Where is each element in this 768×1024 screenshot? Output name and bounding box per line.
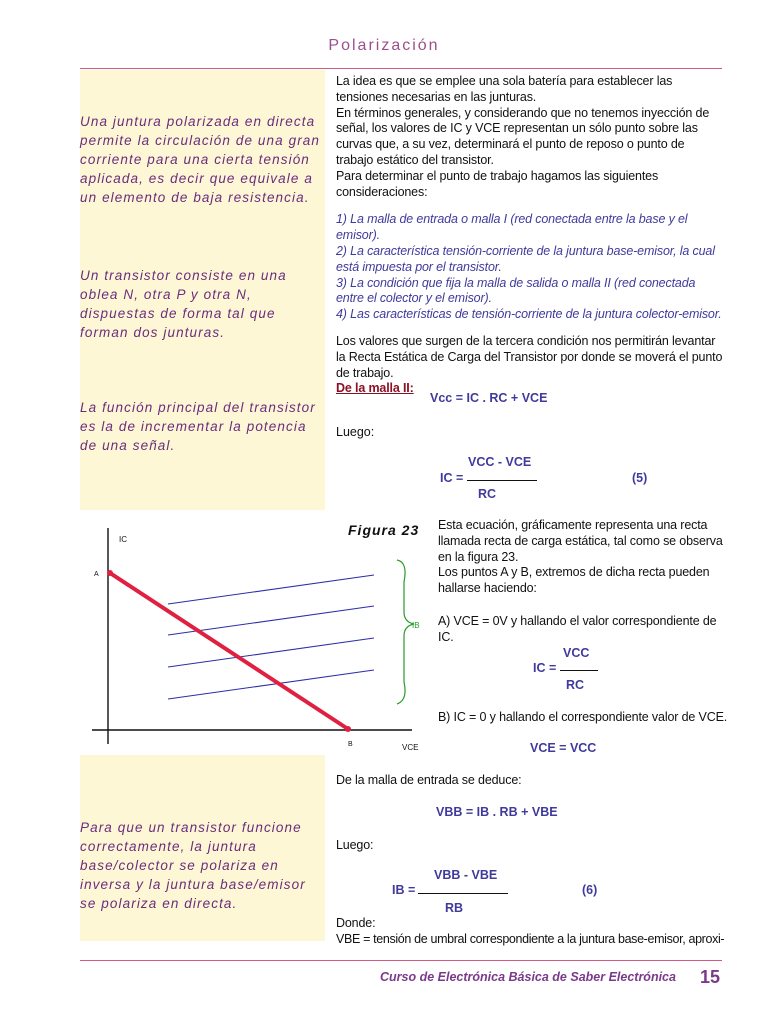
paragraph-recta-carga: Esta ecuación, gráficamente representa una recta llamada recta de carga estática, tal como se observa en la figura 23.	[438, 518, 723, 564]
equation-6-numerator: VBB - VBE	[434, 868, 498, 882]
point-a-label: A	[94, 571, 99, 578]
text-condition-a: A) VCE = 0V y hallando el valor correspondiente de IC.	[438, 614, 717, 644]
point-b-marker	[345, 726, 351, 732]
paragraph-consideraciones: Para determinar el punto de trabajo hagamos las siguientes consideraciones:	[336, 168, 659, 199]
x-axis-label: VCE	[402, 743, 419, 752]
equation-5-denominator: RC	[478, 487, 497, 501]
equation-a-denominator: RC	[566, 678, 585, 692]
sidebar-notes-bottom	[80, 755, 325, 941]
equation-vce-vcc: VCE = VCC	[530, 741, 597, 755]
label-donde: Donde:	[336, 916, 376, 930]
ib-curve-4	[168, 670, 374, 699]
text-condition-b: B) IC = 0 y hallando el correspondiente valor de VCE.	[438, 710, 728, 724]
main-text-figure	[438, 518, 724, 597]
text-malla-entrada: De la malla de entrada se deduce:	[336, 773, 522, 787]
header-rule	[80, 68, 722, 69]
sidebar-notes-top	[80, 70, 325, 510]
equation-5-tag: (5)	[632, 471, 648, 485]
sidebar-note-polarizacion: Para que un transistor funcione correctamente, la juntura base/colector se polariza en inversa y la juntura base/emisor se polariza en directa.	[80, 820, 306, 911]
footer-rule	[80, 960, 722, 961]
text-vbe-definition: VBE = tensión de umbral correspondiente a la juntura base-emisor, aproxi-	[336, 932, 725, 946]
figure-23-title: Figura 23	[348, 522, 420, 538]
equation-5-lhs: IC =	[440, 471, 464, 485]
sidebar-note-juntura: Una juntura polarizada en directa permite la circulación de una gran corriente para una cierta tensión aplicada, es decir que equivale a un elemento de baja resistencia.	[80, 114, 321, 205]
paragraph-punto-trabajo: En términos generales, y considerando que no tenemos inyección de señal, los valores de IC y VCE representan un sólo punto sobre las curvas que, a su vez, determinará el punto de reposo o punto de trabajo estático del transistor.	[336, 105, 710, 167]
figure-23-load-line-chart	[82, 522, 432, 754]
page-number: 15	[700, 967, 721, 987]
equation-6-denominator: RB	[445, 901, 464, 915]
ib-curve-3	[168, 638, 374, 667]
list-item: 1) La malla de entrada o malla I (red conectada entre la base y el emisor).	[336, 212, 688, 243]
paragraph-bateria: La idea es que se emplee una sola batería para establecer las tensiones necesarias en las junturas.	[336, 74, 673, 104]
equation-a-lhs: IC =	[533, 661, 557, 675]
page-header: Polarización	[328, 37, 440, 54]
label-luego-1: Luego:	[336, 425, 375, 439]
equation-vbb: VBB = IB . RB + VBE	[436, 805, 558, 819]
equation-6-lhs: IB =	[392, 883, 416, 897]
label-luego-2: Luego:	[336, 838, 374, 852]
equation-a-bar	[560, 670, 598, 671]
paragraph-puntos-ab: Los puntos A y B, extremos de dicha recta pueden hallarse haciendo:	[438, 565, 710, 596]
load-line	[110, 573, 348, 729]
list-item: 3) La condición que fija la malla de salida o malla II (red conectada entre el colector y el emisor).	[336, 275, 696, 306]
point-b-label: B	[348, 741, 353, 748]
heading-malla-ii: De la malla II:	[336, 381, 414, 396]
equation-6-tag: (6)	[582, 883, 598, 897]
equation-6-bar	[418, 893, 508, 894]
main-text-upper	[336, 74, 724, 397]
equation-a-numerator: VCC	[563, 646, 590, 660]
ib-curve-1	[168, 575, 374, 604]
ib-bracket	[397, 560, 414, 704]
point-a-marker	[107, 570, 113, 576]
footer-course-title: Curso de Electrónica Básica de Saber Electrónica	[380, 970, 676, 984]
list-item: 4) Las características de tensión-corriente de la juntura colector-emisor.	[336, 307, 722, 322]
sidebar-note-transistor: Un transistor consiste en una oblea N, otra P y otra N, dispuestas de forma tal que forman dos junturas.	[80, 268, 287, 340]
sidebar-note-funcion: La función principal del transistor es la de incrementar la potencia de una señal.	[80, 400, 316, 453]
equation-5-numerator: VCC - VCE	[468, 455, 532, 469]
y-axis-label: IC	[119, 535, 127, 544]
ib-bracket-label: IB	[412, 621, 420, 630]
paragraph-recta-estatica: Los valores que surgen de la tercera condición nos permitirán levantar la Recta Estática de Carga del Transistor por donde se moverá el punto de trabajo.	[336, 333, 723, 380]
equation-5-bar	[467, 480, 537, 481]
list-item: 2) La característica tensión-corriente de la juntura base-emisor, la cual está impuesta por el transistor.	[336, 243, 715, 274]
equation-vcc: Vcc = IC . RC + VCE	[430, 391, 548, 405]
